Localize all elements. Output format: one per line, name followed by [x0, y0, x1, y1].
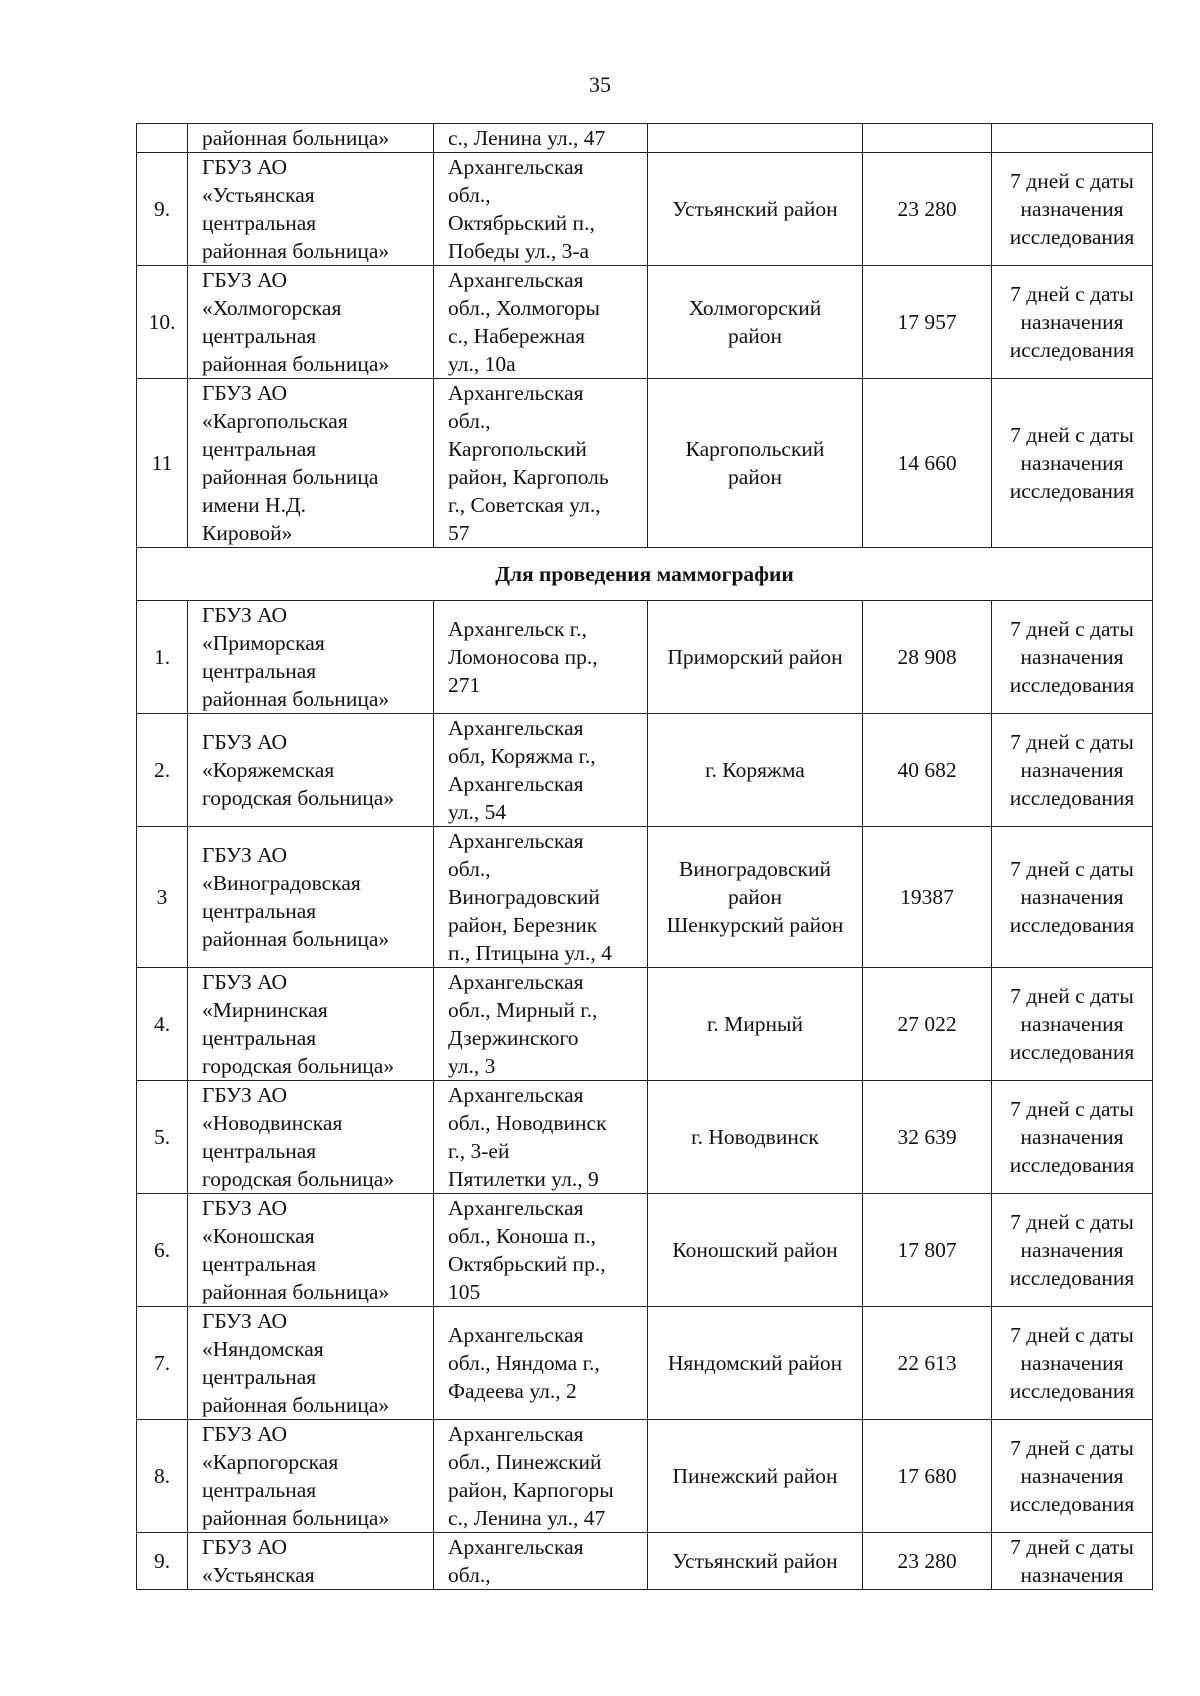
cell-line: ул., 54: [448, 800, 507, 824]
row-number-cell: 5.: [137, 1081, 188, 1194]
term-cell: [992, 379, 1153, 548]
address-cell: [434, 1533, 648, 1590]
cell-line: ГБУЗ АО: [202, 381, 288, 405]
cell-line: Шенкурский район: [666, 913, 844, 937]
institution-name-cell: [188, 124, 434, 153]
table-row: [137, 124, 1153, 153]
cell-line: ГБУЗ АО: [202, 1422, 288, 1446]
cell-line: Коношский район: [672, 1238, 838, 1262]
population-cell: 14 660: [863, 379, 992, 548]
cell-line: ул., 10а: [448, 352, 516, 376]
row-number-cell: 11: [137, 379, 188, 548]
table-row: [137, 153, 1153, 266]
cell-line: исследования: [1009, 913, 1135, 937]
cell-line: район, Березник: [448, 913, 598, 937]
population-cell: 40 682: [863, 714, 992, 827]
cell-line: «Виноградовская: [202, 871, 361, 895]
cell-line: 271: [448, 673, 481, 697]
cell-line: с., Ленина ул., 47: [448, 126, 606, 150]
cell-line: Каргопольский: [448, 437, 587, 461]
row-number-cell: 6.: [137, 1194, 188, 1307]
cell-line: г. Мирный: [707, 1012, 803, 1036]
cell-line: назначения: [1020, 1012, 1124, 1036]
row-number-cell: 2.: [137, 714, 188, 827]
cell-line: центральная: [202, 211, 317, 235]
row-number-cell: 3: [137, 827, 188, 968]
cell-line: ГБУЗ АО: [202, 970, 288, 994]
table-row: [137, 266, 1153, 379]
section-row: [137, 548, 1153, 601]
cell-line: обл.,: [448, 857, 491, 881]
cell-line: центральная: [202, 1252, 317, 1276]
cell-line: «Няндомская: [202, 1337, 324, 1361]
address-cell: [434, 266, 648, 379]
mammography-rows: [137, 601, 1153, 1590]
cell-line: «Устьянская: [202, 183, 315, 207]
cell-line: 7 дней с даты: [1010, 1323, 1134, 1347]
cell-line: центральная: [202, 324, 317, 348]
institution-name-cell: [188, 714, 434, 827]
cell-line: обл., Няндома г.,: [448, 1351, 600, 1375]
cell-line: Приморский район: [667, 645, 843, 669]
cell-line: 7 дней с даты: [1010, 423, 1134, 447]
cell-line: Фадеева ул., 2: [448, 1379, 577, 1403]
cell-line: Архангельская: [448, 1535, 584, 1559]
cell-line: районная больница»: [202, 352, 390, 376]
cell-line: г., Советская ул.,: [448, 493, 601, 517]
cell-line: обл., Пинежский: [448, 1450, 602, 1474]
cell-line: назначения: [1020, 1238, 1124, 1262]
service-area-cell: [648, 601, 863, 714]
cell-line: 7 дней с даты: [1010, 1210, 1134, 1234]
cell-line: «Холмогорская: [202, 296, 342, 320]
cell-line: исследования: [1009, 1040, 1135, 1064]
row-number-cell: 9.: [137, 153, 188, 266]
cell-line: центральная: [202, 437, 317, 461]
address-cell: [434, 153, 648, 266]
address-cell: [434, 1307, 648, 1420]
cell-line: Октябрьский п.,: [448, 211, 595, 235]
population-cell: 23 280: [863, 1533, 992, 1590]
term-cell: [992, 1307, 1153, 1420]
cell-line: ГБУЗ АО: [202, 1196, 288, 1220]
cell-line: п., Птицына ул., 4: [448, 941, 612, 965]
cell-line: «Новодвинская: [202, 1111, 343, 1135]
cell-line: 105: [448, 1280, 481, 1304]
cell-line: районная больница»: [202, 1280, 390, 1304]
cell-line: район, Каргополь: [448, 465, 609, 489]
cell-line: Виноградовский: [679, 857, 831, 881]
cell-line: Холмогорский: [688, 296, 822, 320]
cell-line: обл., Холмогоры: [448, 296, 600, 320]
cell-line: Пинежский район: [672, 1464, 838, 1488]
institution-name-cell: [188, 1081, 434, 1194]
cell-line: г. Коряжма: [705, 758, 805, 782]
table-row: [137, 1420, 1153, 1533]
address-cell: [434, 379, 648, 548]
population-cell: 17 807: [863, 1194, 992, 1307]
cell-line: обл., Мирный г.,: [448, 998, 598, 1022]
cell-line: 7 дней с даты: [1010, 730, 1134, 754]
cell-line: назначения: [1020, 1464, 1124, 1488]
address-cell: [434, 827, 648, 968]
term-cell: [992, 124, 1153, 153]
cell-line: Архангельская: [448, 772, 584, 796]
cell-line: центральная: [202, 1365, 317, 1389]
service-area-cell: [648, 1081, 863, 1194]
cell-line: обл., Новодвинск: [448, 1111, 607, 1135]
service-area-cell: [648, 1533, 863, 1590]
cell-line: назначения: [1020, 1563, 1124, 1587]
cell-line: назначения: [1020, 1351, 1124, 1375]
cell-line: Дзержинского: [448, 1026, 579, 1050]
institution-name-cell: [188, 1194, 434, 1307]
cell-line: г., 3-ей: [448, 1139, 510, 1163]
cell-line: г. Новодвинск: [691, 1125, 819, 1149]
cell-line: 7 дней с даты: [1010, 617, 1134, 641]
cell-line: ГБУЗ АО: [202, 1309, 288, 1333]
top-rows: [137, 124, 1153, 548]
service-area-cell: [648, 1307, 863, 1420]
cell-line: 7 дней с даты: [1010, 169, 1134, 193]
institution-name-cell: [188, 1533, 434, 1590]
cell-line: Няндомский район: [667, 1351, 843, 1375]
medical-facilities-table: [136, 123, 1153, 1590]
cell-line: 7 дней с даты: [1010, 282, 1134, 306]
cell-line: «Приморская: [202, 631, 325, 655]
cell-line: исследования: [1009, 225, 1135, 249]
address-cell: [434, 714, 648, 827]
population-cell: 28 908: [863, 601, 992, 714]
cell-line: ГБУЗ АО: [202, 603, 288, 627]
cell-line: ГБУЗ АО: [202, 843, 288, 867]
table-row: [137, 1533, 1153, 1590]
cell-line: назначения: [1020, 758, 1124, 782]
cell-line: 7 дней с даты: [1010, 1535, 1134, 1559]
cell-line: назначения: [1020, 451, 1124, 475]
service-area-cell: [648, 827, 863, 968]
cell-line: Архангельская: [448, 1083, 584, 1107]
institution-name-cell: [188, 379, 434, 548]
row-number-cell: 7.: [137, 1307, 188, 1420]
term-cell: [992, 266, 1153, 379]
cell-line: Архангельская: [448, 268, 584, 292]
cell-line: центральная: [202, 1139, 317, 1163]
row-number-cell: 4.: [137, 968, 188, 1081]
cell-line: «Мирнинская: [202, 998, 328, 1022]
table-row: [137, 827, 1153, 968]
institution-name-cell: [188, 153, 434, 266]
cell-line: ГБУЗ АО: [202, 730, 288, 754]
cell-line: городская больница»: [202, 786, 395, 810]
cell-line: районная больница»: [202, 927, 390, 951]
cell-line: Победы ул., 3-а: [448, 239, 590, 263]
table-row: [137, 1194, 1153, 1307]
address-cell: [434, 968, 648, 1081]
cell-line: центральная: [202, 1026, 317, 1050]
table-row: [137, 714, 1153, 827]
cell-line: Архангельская: [448, 1422, 584, 1446]
population-cell: 17 680: [863, 1420, 992, 1533]
cell-line: исследования: [1009, 1153, 1135, 1177]
cell-line: «Коношская: [202, 1224, 315, 1248]
row-number-cell: [137, 124, 188, 153]
population-cell: 19387: [863, 827, 992, 968]
cell-line: ул., 3: [448, 1054, 496, 1078]
cell-line: ГБУЗ АО: [202, 1535, 288, 1559]
row-number-cell: 9.: [137, 1533, 188, 1590]
table-row: [137, 1081, 1153, 1194]
cell-line: Пятилетки ул., 9: [448, 1167, 599, 1191]
cell-line: Кировой»: [202, 521, 293, 545]
service-area-cell: [648, 968, 863, 1081]
population-cell: 22 613: [863, 1307, 992, 1420]
address-cell: [434, 1081, 648, 1194]
service-area-cell: [648, 714, 863, 827]
table-row: [137, 968, 1153, 1081]
cell-line: обл.,: [448, 409, 491, 433]
cell-line: 7 дней с даты: [1010, 1097, 1134, 1121]
table-row: [137, 379, 1153, 548]
cell-line: с., Набережная: [448, 324, 586, 348]
service-area-cell: [648, 379, 863, 548]
population-cell: 32 639: [863, 1081, 992, 1194]
cell-line: имени Н.Д.: [202, 493, 306, 517]
term-cell: [992, 714, 1153, 827]
address-cell: [434, 1194, 648, 1307]
cell-line: Устьянский район: [672, 197, 838, 221]
cell-line: центральная: [202, 899, 317, 923]
section-title: Для проведения маммографии: [137, 548, 1153, 601]
service-area-cell: [648, 266, 863, 379]
row-number-cell: 8.: [137, 1420, 188, 1533]
cell-line: 7 дней с даты: [1010, 857, 1134, 881]
page-number: 35: [589, 72, 611, 97]
cell-line: районная больница: [202, 465, 379, 489]
term-cell: [992, 968, 1153, 1081]
cell-line: Архангельская: [448, 1196, 584, 1220]
term-cell: [992, 153, 1153, 266]
cell-line: Архангельская: [448, 716, 584, 740]
population-cell: 27 022: [863, 968, 992, 1081]
cell-line: районная больница»: [202, 126, 390, 150]
cell-line: обл.,: [448, 1563, 491, 1587]
cell-line: 7 дней с даты: [1010, 984, 1134, 1008]
term-cell: [992, 1081, 1153, 1194]
cell-line: назначения: [1020, 1125, 1124, 1149]
term-cell: [992, 1533, 1153, 1590]
cell-line: Виноградовский: [448, 885, 600, 909]
row-number-cell: 1.: [137, 601, 188, 714]
cell-line: «Каргопольская: [202, 409, 348, 433]
cell-line: «Карпогорская: [202, 1450, 339, 1474]
cell-line: назначения: [1020, 885, 1124, 909]
service-area-cell: [648, 1194, 863, 1307]
service-area-cell: [648, 124, 863, 153]
cell-line: 7 дней с даты: [1010, 1436, 1134, 1460]
cell-line: Устьянский район: [672, 1549, 838, 1573]
cell-line: городская больница»: [202, 1167, 395, 1191]
cell-line: Архангельская: [448, 829, 584, 853]
population-cell: 23 280: [863, 153, 992, 266]
service-area-cell: [648, 153, 863, 266]
cell-line: назначения: [1020, 310, 1124, 334]
address-cell: [434, 1420, 648, 1533]
term-cell: [992, 1420, 1153, 1533]
cell-line: Архангельская: [448, 381, 584, 405]
term-cell: [992, 827, 1153, 968]
cell-line: Каргопольский: [685, 437, 825, 461]
service-area-cell: [648, 1420, 863, 1533]
cell-line: ГБУЗ АО: [202, 1083, 288, 1107]
cell-line: назначения: [1020, 197, 1124, 221]
cell-line: Архангельская: [448, 155, 584, 179]
institution-name-cell: [188, 968, 434, 1081]
cell-line: назначения: [1020, 645, 1124, 669]
cell-line: Ломоносова пр.,: [448, 645, 598, 669]
cell-line: районная больница»: [202, 1393, 390, 1417]
cell-line: обл, Коряжма г.,: [448, 744, 596, 768]
cell-line: Архангельск г.,: [448, 617, 587, 641]
cell-line: Архангельская: [448, 1323, 584, 1347]
cell-line: районная больница»: [202, 239, 390, 263]
table-row: [137, 601, 1153, 714]
institution-name-cell: [188, 266, 434, 379]
cell-line: ГБУЗ АО: [202, 268, 288, 292]
population-cell: [863, 124, 992, 153]
cell-line: центральная: [202, 659, 317, 683]
cell-line: район, Карпогоры: [448, 1478, 614, 1502]
cell-line: районная больница»: [202, 687, 390, 711]
cell-line: ГБУЗ АО: [202, 155, 288, 179]
table-row: [137, 1307, 1153, 1420]
cell-line: район: [727, 324, 783, 348]
cell-line: обл.,: [448, 183, 491, 207]
cell-line: исследования: [1009, 1492, 1135, 1516]
cell-line: «Коряжемская: [202, 758, 335, 782]
cell-line: городская больница»: [202, 1054, 395, 1078]
cell-line: с., Ленина ул., 47: [448, 1506, 606, 1530]
term-cell: [992, 1194, 1153, 1307]
term-cell: [992, 601, 1153, 714]
cell-line: «Устьянская: [202, 1563, 315, 1587]
section-header: [137, 548, 1153, 601]
institution-name-cell: [188, 1420, 434, 1533]
cell-line: Архангельская: [448, 970, 584, 994]
institution-name-cell: [188, 827, 434, 968]
cell-line: исследования: [1009, 786, 1135, 810]
cell-line: центральная: [202, 1478, 317, 1502]
institution-name-cell: [188, 1307, 434, 1420]
cell-line: исследования: [1009, 673, 1135, 697]
row-number-cell: 10.: [137, 266, 188, 379]
cell-line: 57: [448, 521, 470, 545]
cell-line: исследования: [1009, 479, 1135, 503]
cell-line: исследования: [1009, 1266, 1135, 1290]
cell-line: районная больница»: [202, 1506, 390, 1530]
address-cell: [434, 124, 648, 153]
cell-line: Октябрьский пр.,: [448, 1252, 606, 1276]
cell-line: район: [727, 885, 783, 909]
cell-line: исследования: [1009, 1379, 1135, 1403]
cell-line: район: [727, 465, 783, 489]
institution-name-cell: [188, 601, 434, 714]
population-cell: 17 957: [863, 266, 992, 379]
address-cell: [434, 601, 648, 714]
cell-line: обл., Коноша п.,: [448, 1224, 597, 1248]
cell-line: исследования: [1009, 338, 1135, 362]
